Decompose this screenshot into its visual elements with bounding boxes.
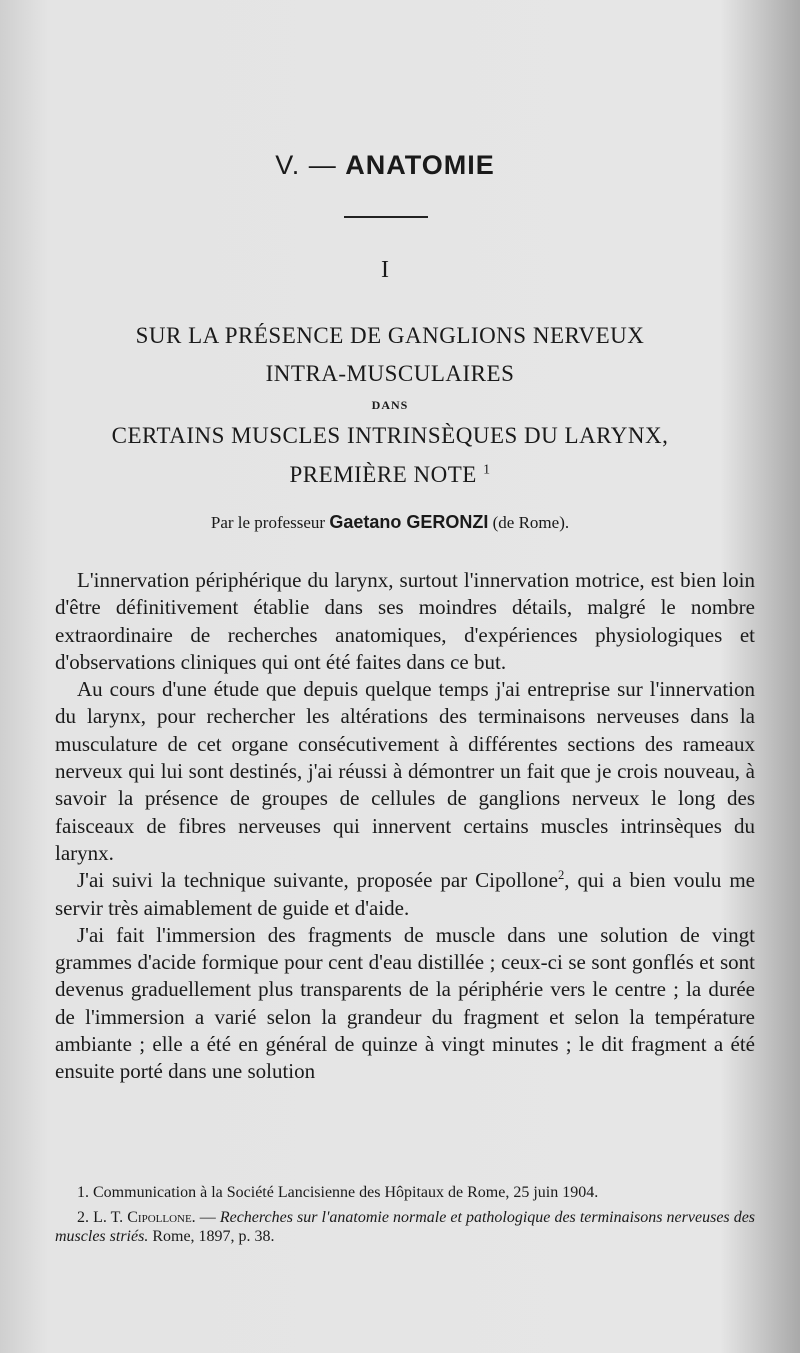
paragraph-2: Au cours d'une étude que depuis quelque temps j'ai entreprise sur l'innervation du larynx, pour rechercher les altérations des terminaisons nerveuses dans la musculature de cet organe consécutivement à différentes sections des rameaux nerveux qui lui sont destinés, j'ai réussi à démontrer un fait que je crois nouveau, à savoir la présence de groupes de cellules de ganglions nerveux le long des faisceaux de fibres nerveuses qui innervent certains muscles intrinsèques du larynx. xyxy=(55,677,755,865)
footnote-2-publication: Rome, 1897, p. 38. xyxy=(152,1228,275,1245)
title-line-5-text: PREMIÈRE NOTE xyxy=(289,462,477,487)
paragraph-1: L'innervation périphérique du larynx, surtout l'innervation motrice, est bien loin d'être définitivement établie dans ses moindres détails, malgré le nombre extraordinaire de recherches anatomiques, d'expériences physiologiques et d'observations cliniques qui ont été faites dans ce but. xyxy=(55,568,755,674)
paragraph-3-after: , qui a bien voulu me servir très aimablement de guide et d'aide. xyxy=(55,868,755,920)
footnote-ref-2[interactable]: 2 xyxy=(557,868,565,883)
section-name: ANATOMIE xyxy=(345,150,495,180)
title-line-1: SUR LA PRÉSENCE DE GANGLIONS NERVEUX xyxy=(135,323,645,348)
paragraph-3-before: J'ai suivi la technique suivante, proposée par Cipollone xyxy=(77,868,558,893)
byline xyxy=(0,512,780,533)
body-text xyxy=(55,567,755,1086)
footnote-2-author: L. T. Cipollone. xyxy=(93,1208,196,1226)
footnote-2 xyxy=(55,1208,755,1247)
byline-prefix: Par le professeur xyxy=(210,513,326,532)
divider-rule xyxy=(344,216,428,218)
footnote-2-number: 2. xyxy=(77,1208,89,1226)
author-name: Gaetano GERONZI xyxy=(329,512,489,532)
byline-suffix: (de Rome). xyxy=(492,513,570,532)
title-line-5 xyxy=(0,462,780,488)
paragraph-4: J'ai fait l'immersion des fragments de muscle dans une solution de vingt grammes d'acide formique pour cent d'eau distillée ; ceux-ci se sont gonflés et sont devenus graduellement plus transparents de la périphérie vers le centre ; la durée de l'immersion a varié selon la grandeur du fragment et selon la température ambiante ; elle a été en général de quinze à vingt minutes ; le dit fragment a été ensuite porté dans une solution xyxy=(55,922,755,1084)
section-heading xyxy=(0,150,770,181)
footnote-1: 1. Communication à la Société Lancisienne des Hôpitaux de Rome, 25 juin 1904. xyxy=(77,1184,599,1201)
title-line-2: INTRA-MUSCULAIRES xyxy=(265,361,515,386)
footnote-2-title: Recherches sur l'anatomie normale et pathologique des terminaisons nerveuses des muscles striés. xyxy=(55,1208,756,1245)
section-numeral: V. — xyxy=(275,150,337,180)
footnote-ref-1[interactable]: 1 xyxy=(483,461,491,477)
paragraph-3 xyxy=(55,867,755,922)
part-number: I xyxy=(381,257,389,283)
footnotes xyxy=(55,1183,755,1252)
title-line-4: CERTAINS MUSCLES INTRINSÈQUES DU LARYNX, xyxy=(111,423,669,448)
title-line-3: DANS xyxy=(371,398,409,412)
footnote-2-dash: — xyxy=(199,1208,216,1226)
